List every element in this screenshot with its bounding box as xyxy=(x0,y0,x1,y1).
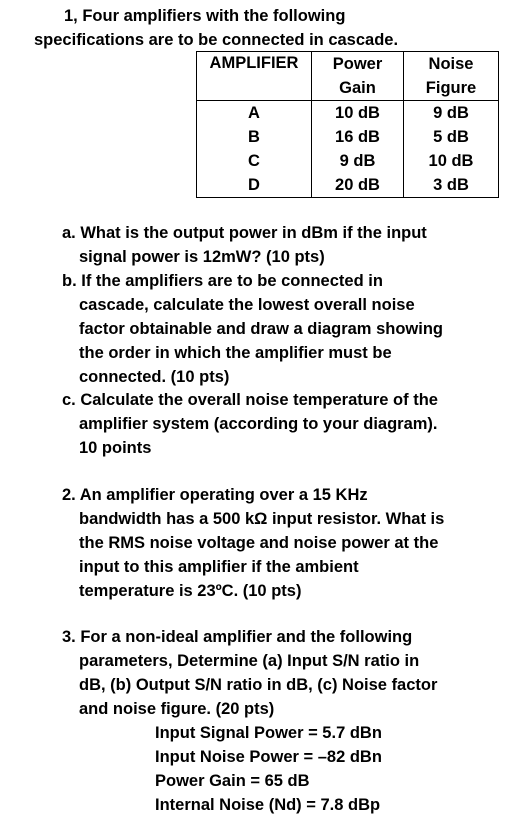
q1-part-a-line: signal power is 12mW? (10 pts) xyxy=(79,248,325,266)
cell-amplifier: D xyxy=(197,173,312,198)
q1-part-c xyxy=(62,388,438,460)
q2-line: input to this amplifier if the ambient xyxy=(79,558,359,576)
q1-part-b-line: the order in which the amplifier must be xyxy=(79,344,392,362)
cell-noise-figure: 3 dB xyxy=(404,173,499,198)
q3-line: 3. For a non-ideal amplifier and the following xyxy=(62,628,413,646)
cell-amplifier: B xyxy=(197,125,312,149)
header-noise-figure xyxy=(404,52,499,101)
q2-line: bandwidth has a 500 kΩ input resistor. What is xyxy=(79,510,445,528)
q1-part-c-line: c. Calculate the overall noise temperature of the xyxy=(62,391,438,409)
q1-part-c-line: 10 points xyxy=(79,439,152,457)
cell-noise-figure: 9 dB xyxy=(404,101,499,126)
cell-noise-figure: 5 dB xyxy=(404,125,499,149)
q1-part-b-line: factor obtainable and draw a diagram showing xyxy=(79,320,443,338)
q1-heading-line1: 1, Four amplifiers with the following xyxy=(64,7,346,25)
q1-part-b-line: b. If the amplifiers are to be connected in xyxy=(62,272,383,290)
table-row xyxy=(197,173,499,198)
cell-amplifier: C xyxy=(197,149,312,173)
cell-power-gain: 9 dB xyxy=(312,149,404,173)
q3-param: Input Noise Power = –82 dBn xyxy=(155,748,382,766)
q1-part-b xyxy=(62,269,443,389)
q3-text xyxy=(62,625,437,721)
q1-part-a-line: a. What is the output power in dBm if the input xyxy=(62,224,427,242)
q2-line: the RMS noise voltage and noise power at the xyxy=(79,534,439,552)
header-amplifier: AMPLIFIER xyxy=(197,52,312,101)
q3-line: dB, (b) Output S/N ratio in dB, (c) Noise factor xyxy=(79,676,438,694)
q2-line: 2. An amplifier operating over a 15 KHz xyxy=(62,486,368,504)
header-power-gain-text: Power Gain xyxy=(332,55,383,97)
header-noise-figure-text: Noise Figure xyxy=(425,55,477,97)
q2-text xyxy=(62,483,444,603)
q3-line: and noise figure. (20 pts) xyxy=(79,700,275,718)
q3-param: Internal Noise (Nd) = 7.8 dBp xyxy=(155,796,381,814)
cell-power-gain: 10 dB xyxy=(312,101,404,126)
table-header-row xyxy=(197,52,499,101)
cell-noise-figure: 10 dB xyxy=(404,149,499,173)
amplifier-spec-table xyxy=(196,51,499,198)
q2-line: temperature is 23ºC. (10 pts) xyxy=(79,582,302,600)
q1-part-a xyxy=(62,221,427,269)
q3-parameters xyxy=(155,721,382,817)
q1-part-b-line: connected. (10 pts) xyxy=(79,368,230,386)
cell-power-gain: 20 dB xyxy=(312,173,404,198)
q3-line: parameters, Determine (a) Input S/N ratio in xyxy=(79,652,420,670)
q3-param: Input Signal Power = 5.7 dBn xyxy=(155,724,382,742)
header-power-gain xyxy=(312,52,404,101)
q1-part-c-line: amplifier system (according to your diagram). xyxy=(79,415,438,433)
cell-amplifier: A xyxy=(197,101,312,126)
table-row xyxy=(197,149,499,173)
cell-power-gain: 16 dB xyxy=(312,125,404,149)
table-row xyxy=(197,101,499,126)
table-row xyxy=(197,125,499,149)
q1-part-b-line: cascade, calculate the lowest overall noise xyxy=(79,296,415,314)
q3-param: Power Gain = 65 dB xyxy=(155,772,310,790)
q1-heading-line2: specifications are to be connected in cascade. xyxy=(34,31,399,49)
